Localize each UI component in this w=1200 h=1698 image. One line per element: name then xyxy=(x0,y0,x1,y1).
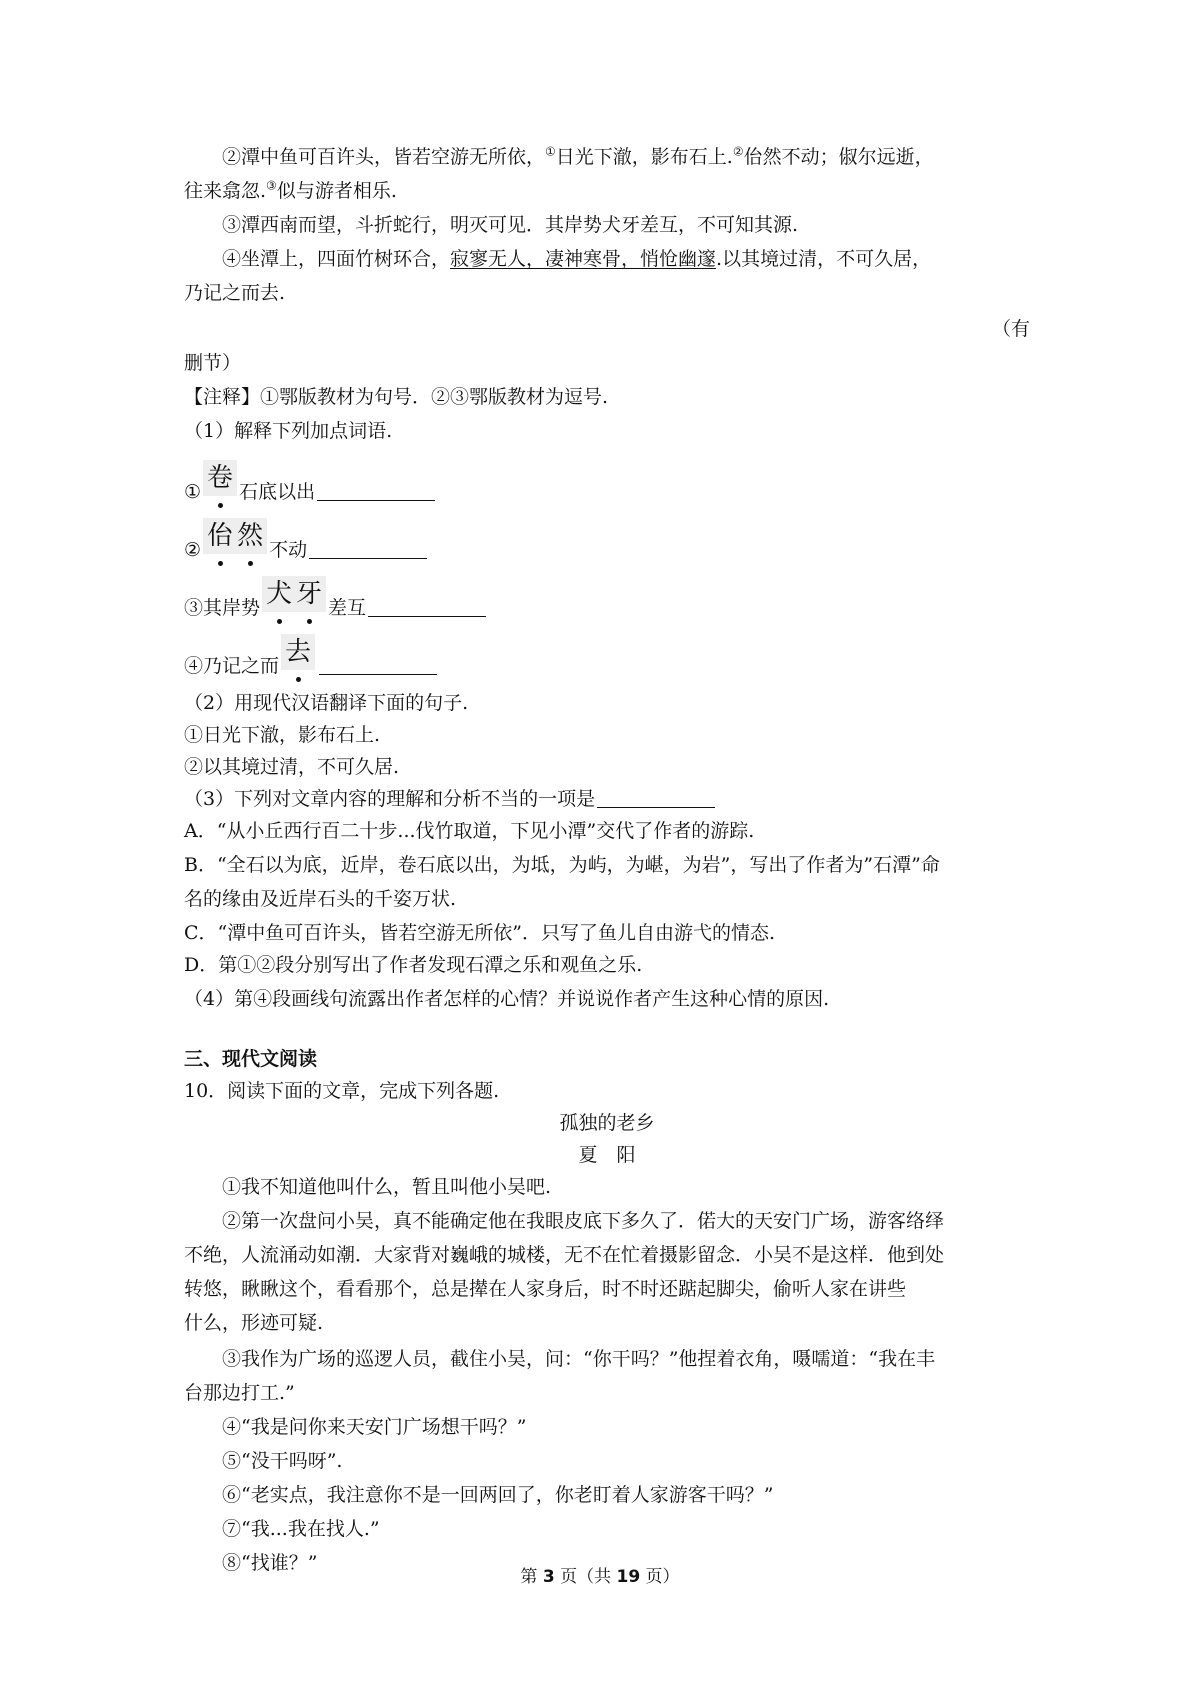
text: 石底以出 xyxy=(239,481,316,503)
article-title: 孤独的老乡 xyxy=(559,1112,655,1134)
text: （3）下列对文章内容的理解和分析不当的一项是 xyxy=(184,788,596,810)
text: 不动 xyxy=(269,539,308,561)
footer-text: 第 xyxy=(520,1567,543,1587)
footer-text: 页（共 xyxy=(554,1567,617,1587)
answer-blank[interactable] xyxy=(597,787,715,808)
question-3-title xyxy=(184,784,715,814)
option-a: A．“从小丘西行百二十步...伐竹取道，下见小潭”交代了作者的游踪. xyxy=(184,820,755,842)
text: 似与游者相乐. xyxy=(276,180,397,202)
text: ③其岸势 xyxy=(184,597,261,619)
article-line: ⑦“我...我在找人.” xyxy=(222,1518,380,1540)
source-note: 删节） xyxy=(184,352,242,374)
option-c: C．“潭中鱼可百许头，皆若空游无所依”．只写了鱼儿自由游弋的情态. xyxy=(184,922,776,944)
article-line: ⑥“老实点，我注意你不是一回两回了，你老盯着人家游客干吗？” xyxy=(222,1484,774,1506)
source-note: （有 xyxy=(991,318,1030,340)
footnote-mark: ① xyxy=(545,144,556,159)
text: 日光下澈，影布石上. xyxy=(555,146,733,168)
text: 佁然不动；俶尔远逝， xyxy=(743,146,934,168)
question-1-item-4 xyxy=(184,634,437,681)
article-line: 不绝，人流涌动如潮．大家背对巍峨的城楼，无不在忙着摄影留念．小吴不是这样．他到处 xyxy=(184,1244,945,1266)
dotted-word xyxy=(281,634,315,670)
question-10-title: 10．阅读下面的文章，完成下列各题. xyxy=(184,1080,500,1102)
text: ④坐潭上，四面竹树环合， xyxy=(222,248,451,270)
dotted-char: 去 xyxy=(285,634,311,670)
article-line: ⑧“找谁？” xyxy=(222,1552,318,1574)
answer-blank[interactable] xyxy=(319,654,437,675)
question-2-sentence: ②以其境过清，不可久居. xyxy=(184,756,400,778)
text: 往来翕忽. xyxy=(184,180,267,202)
annotation-note: 【注释】①鄂版教材为句号．②③鄂版教材为逗号. xyxy=(184,386,609,408)
page-number: 3 xyxy=(542,1567,555,1587)
question-1-title: （1）解释下列加点词语. xyxy=(184,420,393,442)
dotted-word xyxy=(203,518,267,554)
passage-line xyxy=(184,142,934,172)
question-1-item-2 xyxy=(184,518,427,565)
passage-line: 乃记之而去. xyxy=(184,282,286,304)
option-b-cont: 名的缘由及近岸石头的千姿万状. xyxy=(184,888,457,910)
footnote-mark: ② xyxy=(732,144,744,159)
dotted-char: 然 xyxy=(237,518,263,554)
text: ②潭中鱼可百许头，皆若空游无所依， xyxy=(222,146,546,168)
item-number: ① xyxy=(184,481,202,503)
answer-blank[interactable] xyxy=(368,596,486,617)
article-line: 转悠，瞅瞅这个，看看那个，总是撵在人家身后，时不时还踮起脚尖，偷听人家在讲些 xyxy=(184,1278,907,1300)
footer-text: 页） xyxy=(640,1567,680,1587)
article-line: ⑤“没干吗呀”. xyxy=(222,1450,343,1472)
dotted-char: 佁 xyxy=(207,518,233,554)
underlined-sentence: 寂寥无人，凄神寒骨，悄怆幽邃 xyxy=(450,248,717,270)
page-footer xyxy=(0,1562,1200,1587)
section-heading: 三、现代文阅读 xyxy=(184,1048,318,1070)
text: .以其境过清，不可久居， xyxy=(716,248,932,270)
text: ④乃记之而 xyxy=(184,655,280,677)
dotted-word xyxy=(203,460,237,496)
question-2-sentence: ①日光下澈，影布石上. xyxy=(184,724,381,746)
question-4-title: （4）第④段画线句流露出作者怎样的心情？并说说作者产生这种心情的原因. xyxy=(184,988,830,1010)
passage-line xyxy=(184,176,397,206)
option-d: D．第①②段分别写出了作者发现石潭之乐和观鱼之乐. xyxy=(184,954,643,976)
item-number: ② xyxy=(184,539,202,561)
dotted-char: 牙 xyxy=(296,576,322,612)
text: 差互 xyxy=(328,597,367,619)
question-1-item-1 xyxy=(184,460,435,507)
article-line: ④“我是问你来天安门广场想干吗？” xyxy=(222,1416,527,1438)
article-line: 台那边打工.” xyxy=(184,1382,295,1404)
answer-blank[interactable] xyxy=(309,538,427,559)
answer-blank[interactable] xyxy=(317,480,435,501)
article-line: ①我不知道他叫什么，暂且叫他小吴吧. xyxy=(222,1176,552,1198)
article-line: ③我作为广场的巡逻人员，截住小吴，问：“你干吗？”他捏着衣角，嗫嚅道：“我在丰 xyxy=(222,1348,936,1370)
question-2-title: （2）用现代汉语翻译下面的句子. xyxy=(184,692,469,714)
article-author: 夏 阳 xyxy=(578,1144,636,1166)
passage-line xyxy=(184,244,931,274)
dotted-char: 卷 xyxy=(207,460,233,496)
option-b: B．“全石以为底，近岸，卷石底以出，为坻，为屿，为嵁，为岩”，写出了作者为”石潭”命 xyxy=(184,854,940,876)
question-1-item-3 xyxy=(184,576,486,623)
passage-line: ③潭西南而望，斗折蛇行，明灭可见．其岸势犬牙差互，不可知其源. xyxy=(222,214,799,236)
dotted-char: 犬 xyxy=(266,576,292,612)
total-pages: 19 xyxy=(616,1567,641,1587)
article-line: 什么，形迹可疑. xyxy=(184,1312,324,1334)
dotted-word xyxy=(262,576,326,612)
footnote-mark: ③ xyxy=(266,178,277,193)
article-line: ②第一次盘问小吴，真不能确定他在我眼皮底下多久了．偌大的天安门广场，游客络绎 xyxy=(222,1210,945,1232)
